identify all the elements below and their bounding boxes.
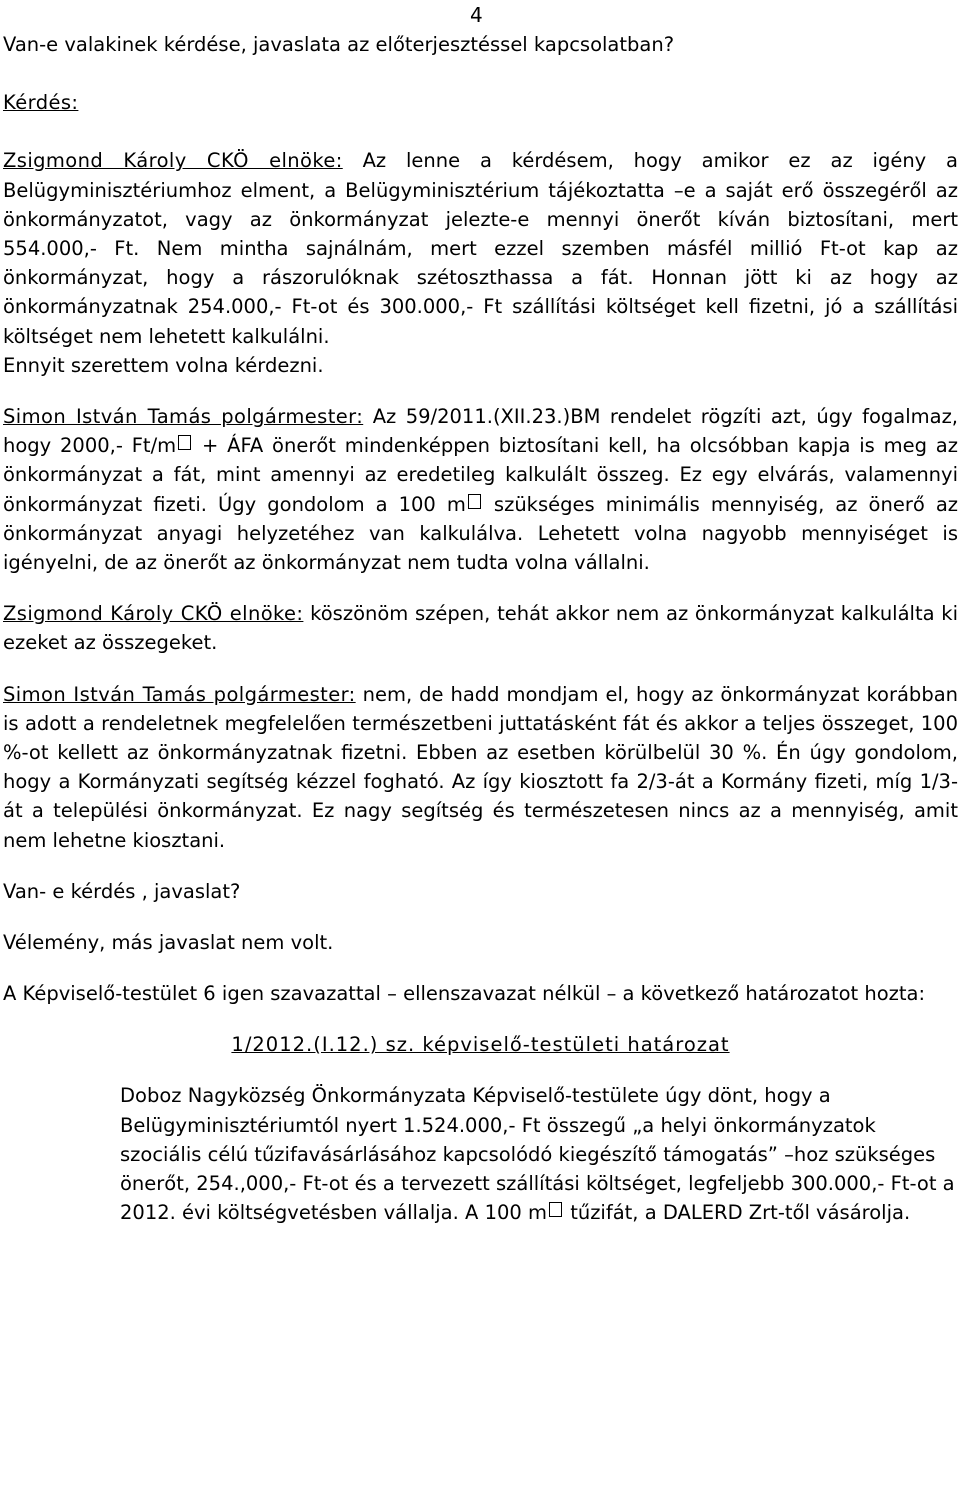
resolution-title: 1/2012.(I.12.) sz. képviselő-testületi határozat bbox=[231, 1033, 730, 1057]
simon-answer-text-a: Az 59/2011.(XII.23.)BM rendelet rögzíti azt, úgy fogalmaz, hogy 2000,- Ft/m bbox=[3, 405, 958, 458]
page-number: 4 bbox=[470, 3, 483, 27]
no-opinion: Vélemény, más javaslat nem volt. bbox=[3, 931, 334, 955]
simon-reply-text: nem, de hadd mondjam el, hogy az önkormányzat korábban is adott a rendeletnek megfelelően természetbeni juttatásként fát és akkor a teljes összeget, 100 %-ot kellett az önkormányzatnak fizetni. Ebben az esetben körülbelül 30 %. Én úgy gondolom, hogy a Kormányzati segítség kézzel fogható. Az így kiosztott fa 2/3-át a Kormány fizeti, míg 1/3-át a települési önkormányzat. Ez nagy segítség és természetesen nincs az a mennyiség, amit nem lehetne kiosztani. bbox=[3, 682, 958, 852]
zsigmond-question-text: Az lenne a kérdésem, hogy amikor ez az igény a Belügyminisztériumhoz elment, a Belügyminisztérium tájékoztatta –e a saját erő összegéről az önkormányzatot, vagy az önkormányzat jelezte-e mennyi önerőt kíván biztosítani, mert 554.000,- Ft. Nem mintha sajnálnám, mert ezzel szemben másfél millió Ft-ot kap az önkormányzat, hogy a rászorulóknak szétoszthassa a fát. Honnan jött ki az hogy az önkormányzatnak 254.000,- Ft-ot és 300.000,- Ft szállítási költséget kell fizetni, jó a szállítási költséget nem lehetett kalkulálni. bbox=[3, 149, 959, 348]
zsigmond-question-end: Ennyit szerettem volna kérdezni. bbox=[3, 353, 324, 377]
zsigmond-reply-paragraph bbox=[3, 599, 958, 657]
zsigmond-reply-text: köszönöm szépen, tehát akkor nem az önkormányzat kalkulálta ki ezeket az összegeket. bbox=[3, 602, 958, 655]
simon-answer-text-b: + ÁFA önerőt mindenképpen biztosítani kell, ha olcsóbban kapja is meg az önkormányzat a fát, mint amennyi az eredetileg kalkulált összeg. Ez egy elvárás, valamennyi önkormányzat fizeti. Úgy gondolom a 100 m bbox=[3, 434, 958, 516]
vote-result: A Képviselő-testület 6 igen szavazattal – ellenszavazat nélkül – a következő határozatot hozta: bbox=[3, 982, 926, 1006]
resolution-body bbox=[120, 1081, 958, 1227]
zsigmond-question-paragraph bbox=[3, 146, 958, 350]
question-heading: Kérdés: bbox=[3, 91, 79, 115]
simon-answer-paragraph bbox=[3, 402, 958, 577]
resolution-text-a: Doboz Nagyközség Önkormányzata Képviselő-testülete úgy dönt, hogy a Belügyminisztériumtól nyert 1.524.000,- Ft összegű „a helyi önkormányzatok szociális célú tűzifavásárlásához kapcsolódó kiegészítő támogatás” –hoz szükséges önerőt, 254.,000,- Ft-ot és a tervezett szállítási költséget, legfeljebb 300.000,- Ft-ot a 2012. évi költségvetésben vállalja. A 100 m bbox=[120, 1084, 955, 1225]
superscript-glyph-icon bbox=[178, 435, 191, 450]
speaker-simon: Simon István Tamás polgármester: bbox=[3, 405, 364, 429]
speaker-zsigmond: Zsigmond Károly CKÖ elnöke: bbox=[3, 149, 343, 173]
simon-reply-paragraph bbox=[3, 680, 958, 855]
speaker-simon: Simon István Tamás polgármester: bbox=[3, 682, 356, 706]
superscript-glyph-icon bbox=[549, 1202, 562, 1217]
speaker-zsigmond: Zsigmond Károly CKÖ elnöke: bbox=[3, 602, 304, 626]
intro-question: Van-e valakinek kérdése, javaslata az előterjesztéssel kapcsolatban? bbox=[3, 33, 675, 56]
question-2: Van- e kérdés , javaslat? bbox=[3, 879, 241, 903]
document-body bbox=[3, 30, 958, 1228]
superscript-glyph-icon bbox=[468, 494, 481, 509]
simon-answer-text-c: szükséges minimális mennyiség, az önerő az önkormányzat anyagi helyzetéhez van kalkulálva. Lehetett volna nagyobb mennyiséget is igényelni, de az önerőt az önkormányzat nem tudta volna vállalni. bbox=[3, 492, 958, 575]
resolution-text-b: tűzifát, a DALERD Zrt-től vásárolja. bbox=[570, 1201, 911, 1225]
